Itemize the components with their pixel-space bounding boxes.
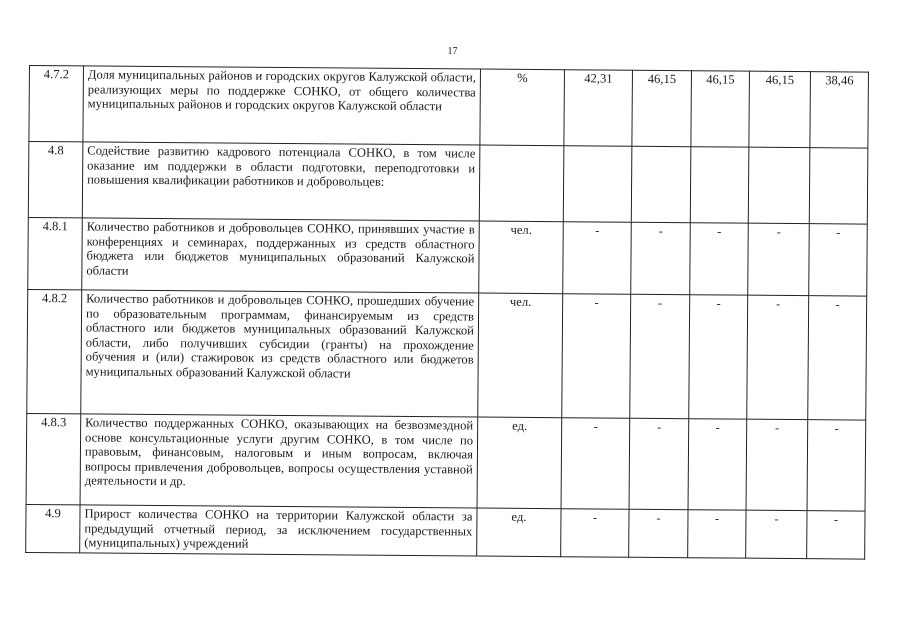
row-value: -	[688, 510, 746, 558]
row-value: -	[807, 420, 866, 511]
row-number: 4.8.2	[27, 289, 82, 413]
row-description: Количество работников и добровольцев СОНКО, прошедших обучение по образовательным программам, финансируемым из средств областного или бюджетов муниципальных образований Калужской области, либо получивших субсидии (гранты) на прохождение обучения и (или) стажировок из средств областного или бюджетов муниципальных образований Калужской области	[81, 290, 479, 417]
row-value: -	[629, 509, 688, 557]
table-row	[29, 66, 869, 149]
row-number: 4.8.1	[28, 217, 83, 289]
table-row	[27, 289, 867, 420]
row-number: 4.9	[26, 504, 80, 552]
row-number: 4.8.3	[26, 413, 81, 504]
row-description: Содействие развитию кадрового потенциала СОНКО, в том числе оказание им поддержки в области подготовки, переподготовки и повышения квалификации работников и добровольцев:	[82, 142, 480, 221]
table-row	[26, 413, 866, 511]
row-value: 38,46	[810, 72, 869, 148]
table-row	[28, 142, 868, 225]
row-unit: ед.	[477, 508, 561, 556]
row-value: -	[689, 295, 748, 419]
row-value	[748, 147, 810, 223]
row-value: -	[808, 296, 867, 420]
row-value: 46,15	[749, 71, 811, 147]
row-value	[631, 146, 691, 222]
table-row	[28, 217, 868, 296]
row-value: -	[746, 419, 808, 510]
row-value: -	[563, 222, 632, 295]
row-value	[563, 146, 632, 223]
row-value: -	[629, 418, 689, 509]
row-value: -	[809, 224, 868, 296]
row-description: Количество поддержанных СОНКО, оказывающих на безвозмездной основе консультационные услуги другим СОНКО, в том числе по правовым, финансовым, налоговым и иным вопросам, включая вопросы привлечения добровольцев, вопросы осуществления уставной деятельности и др.	[80, 414, 478, 508]
row-value: -	[748, 223, 810, 295]
row-value: -	[688, 419, 747, 510]
row-value: -	[630, 294, 690, 418]
row-value	[809, 148, 868, 224]
indicators-table	[25, 65, 869, 559]
row-value: -	[631, 222, 691, 294]
row-value	[690, 147, 749, 223]
row-value: -	[807, 511, 865, 559]
row-value: -	[747, 295, 809, 419]
page-number: 17	[447, 46, 458, 57]
row-value: 46,15	[632, 70, 692, 146]
row-description: Доля муниципальных районов и городских округов Калужской области, реализующих меры по поддержке СОНКО, от общего количества муниципальных районов и городских округов Калужской области	[83, 66, 481, 145]
row-unit	[479, 145, 564, 222]
row-value: -	[562, 294, 631, 419]
row-unit: чел.	[479, 221, 564, 294]
row-description: Количество работников и добровольцев СОНКО, принявших участие в конференциях и семинарах, поддержанных из средств областного бюджета или бюджетов муниципальных образований Калужской области	[82, 218, 480, 293]
row-value: 46,15	[691, 71, 750, 147]
row-unit: ед.	[477, 417, 562, 509]
row-number: 4.8	[28, 142, 83, 218]
row-value: -	[746, 510, 807, 558]
row-description: Прирост количества СОНКО на территории Калужской области за предыдущий отчетный период, за исключением государственных (муниципальных) учреждений	[80, 505, 477, 556]
table-row	[26, 504, 865, 558]
row-value: -	[561, 509, 629, 557]
row-value: 42,31	[564, 70, 633, 147]
row-unit: чел.	[478, 293, 563, 418]
row-number: 4.7.2	[29, 66, 84, 142]
row-unit: %	[480, 69, 565, 146]
row-value: -	[690, 223, 749, 295]
row-value: -	[561, 418, 630, 510]
